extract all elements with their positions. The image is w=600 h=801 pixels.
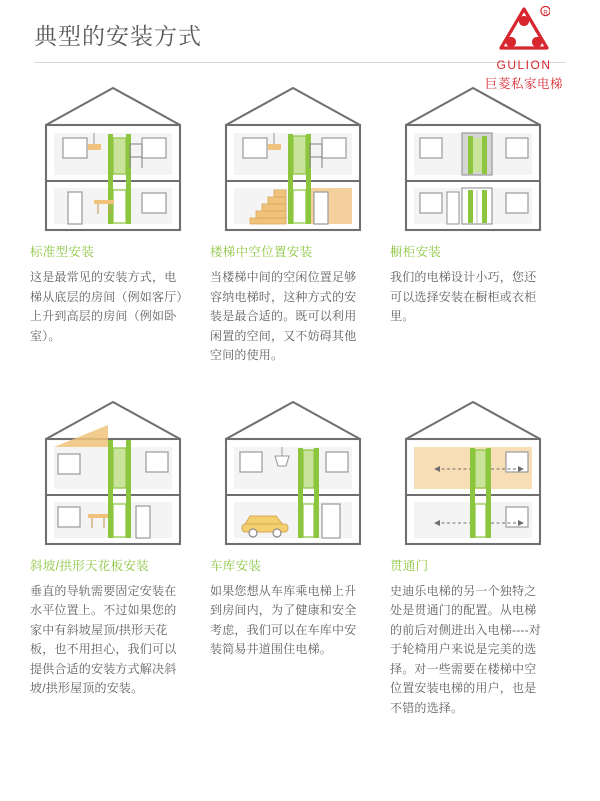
card-body-standard: 这是最常见的安装方式，电梯从底层的房间（例如客厅）上升到高层的房间（例如卧室）。 xyxy=(30,270,183,343)
card-cabinet xyxy=(390,78,570,366)
logo-text-en: GULION xyxy=(496,58,552,72)
card-title-through-door: 贯通门 xyxy=(390,558,429,573)
house-stair-void-illustration xyxy=(210,78,376,238)
house-standard-illustration xyxy=(30,78,196,238)
logo-text-cn: 巨菱私家电梯 xyxy=(484,77,563,91)
card-body-sloped-ceiling: 垂直的导轨需要固定安装在水平位置上。不过如果您的家中有斜坡屋顶/拱形天花板，也不用担心，我们可以提供合适的安装方式解决斜坡/拱形屋顶的安装。 xyxy=(30,583,177,695)
card-garage xyxy=(210,392,390,719)
house-through-door-illustration xyxy=(390,392,556,552)
card-title-stair-void: 楼梯中空位置安装 xyxy=(210,245,313,259)
card-stair-void xyxy=(210,78,390,366)
card-body-stair-void: 当楼梯中间的空闲位置足够容纳电梯时，这种方式的安装是最合适的。既可以利用闲置的空间，又不妨碍其他空间的使用。 xyxy=(210,270,357,362)
card-body-through-door: 史迪乐电梯的另一个独特之处是贯通门的配置。从电梯的前后对侧进出入电梯----对于轮椅用户来说是完美的选择。对一些需要在楼梯中空位置安装电梯的用户，也是不错的选择。 xyxy=(390,583,541,715)
card-sloped-ceiling xyxy=(30,392,210,719)
house-garage-illustration xyxy=(210,392,376,552)
card-title-standard: 标准型安装 xyxy=(30,245,95,259)
card-standard xyxy=(30,78,210,366)
page-title: 典型的安装方式 xyxy=(34,23,202,49)
svg-text:R: R xyxy=(543,10,548,17)
card-title-garage: 车库安装 xyxy=(210,558,262,573)
house-sloped-illustration xyxy=(30,392,196,552)
page-header xyxy=(0,0,600,91)
card-body-garage: 如果您想从车库乘电梯上升到房间内，为了健康和安全考虑，我们可以在车库中安装简易井道围住电梯。 xyxy=(210,583,357,656)
card-title-cabinet: 橱柜安装 xyxy=(390,245,442,259)
card-title-sloped-ceiling: 斜坡/拱形天花板安装 xyxy=(30,558,149,573)
house-cabinet-illustration xyxy=(390,78,556,238)
gulion-triangle-logo-icon xyxy=(478,6,570,57)
card-through-door xyxy=(390,392,570,719)
installation-methods-grid xyxy=(0,72,600,718)
card-body-cabinet: 我们的电梯设计小巧，您还可以选择安装在橱柜或衣柜里。 xyxy=(390,270,537,323)
